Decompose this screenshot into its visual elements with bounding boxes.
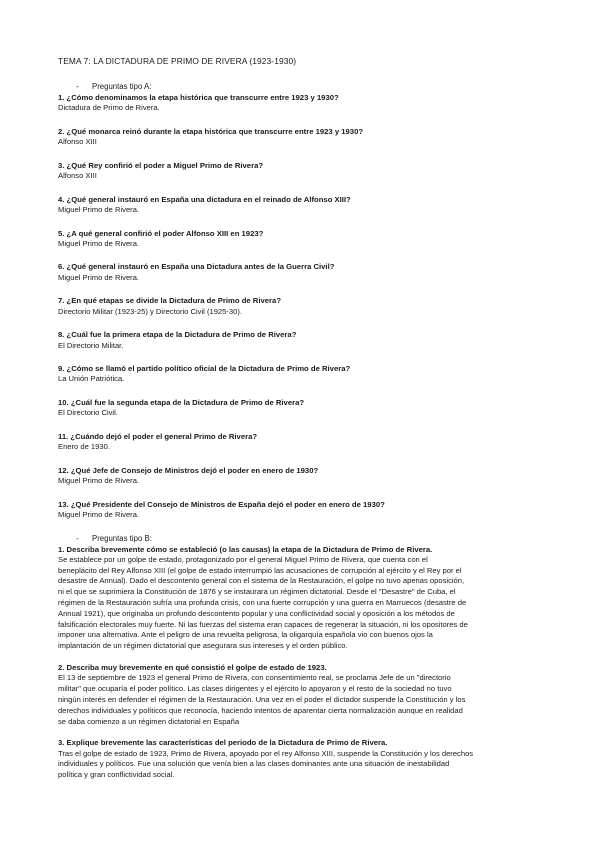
document-page <box>58 56 548 792</box>
question-block <box>58 364 548 385</box>
question-text: 13. ¿Qué Presidente del Consejo de Ministros de España dejó el poder en enero de 1930? <box>58 499 385 509</box>
answer-line: implantación de un régimen dictatorial que asegurara sus intereses y el orden público. <box>58 641 348 651</box>
section-b-label <box>76 533 548 544</box>
question-text: 1. Describa brevemente cómo se estableció (o las causas) la etapa de la Dictadura de Primo de Rivera. <box>58 544 433 554</box>
question-block <box>58 500 548 521</box>
questions-type-b <box>58 545 548 781</box>
section-a-label <box>76 82 548 92</box>
answer-text: Dictadura de Primo de Rivera. <box>58 103 160 113</box>
question-text: 11. ¿Cuándo dejó el poder el general Primo de Rivera? <box>58 431 258 441</box>
question-text: 5. ¿A qué general confirió el poder Alfonso XIII en 1923? <box>58 228 264 238</box>
answer-text: La Unión Patriótica. <box>58 374 125 384</box>
questions-type-a <box>58 93 548 520</box>
question-text: 10. ¿Cuál fue la segunda etapa de la Dictadura de Primo de Rivera? <box>58 398 305 408</box>
document-title: TEMA 7: LA DICTADURA DE PRIMO DE RIVERA (1923-1930) <box>58 56 297 66</box>
list-dash: - <box>76 82 79 91</box>
answer-line: régimen de la Restauración sufría una profunda crisis, con una fuerte corrupción y una guerra en Marruecos (desastre de <box>58 598 467 608</box>
section-a-text: Preguntas tipo A: <box>92 82 152 91</box>
answer-line: beneplácito del Rey Alfonso XIII (el golpe de estado interrumpió las acusaciones de corrupción al ejército y el Rey por el <box>58 565 462 575</box>
answer-line: desastre de Annual). Dado el descontento general con el sistema de la Restauración, el golpe no tuvo apenas oposición, <box>58 576 465 586</box>
answer-line: El 13 de septiembre de 1923 el general Primo de Rivera, con consentimiento real, se proclama Jefe de un "directorio <box>58 673 451 683</box>
answer-text: Alfonso XIII <box>58 137 97 147</box>
question-block <box>58 545 548 652</box>
question-block <box>58 93 548 114</box>
answer-line: imponer una alternativa. Ante el peligro de una revuelta peligrosa, la oligarquía española vio con buenos ojos la <box>58 630 433 640</box>
answer-line: derechos individuales y políticos que reconocía, haciendo intentos de aparentar cierta normalización aunque en realidad <box>58 705 463 715</box>
answer-line: militar" que ocuparía el poder político. Las clases dirigentes y el ejército lo apoyaron y el resto de la sociedad no tuvo <box>58 684 452 694</box>
question-block <box>58 738 548 781</box>
question-block <box>58 127 548 148</box>
answer-line: individuales y políticos. Fue una solución que venía bien a las clases dominantes ante una situación de inestabilidad <box>58 759 450 769</box>
answer-text: Miguel Primo de Rivera. <box>58 238 140 248</box>
answer-line: política y gran conflictividad social. <box>58 770 175 780</box>
question-block <box>58 195 548 216</box>
answer-line: Se establece por un golpe de estado, protagonizado por el general Miguel Primo de Rivera, que cuenta con el <box>58 554 428 564</box>
answer-line: ni el que se suprimiera la Constitución de 1876 y se instaurara un régimen dictatorial. Desde el "Desastre" de Cuba, el <box>58 587 456 597</box>
question-block <box>58 229 548 250</box>
question-text: 2. ¿Qué monarca reinó durante la etapa histórica que transcurre entre 1923 y 1930? <box>58 126 364 136</box>
question-text: 2. Describa muy brevemente en qué consistió el golpe de estado de 1923. <box>58 663 327 673</box>
question-text: 3. ¿Qué Rey confirió el poder a Miguel Primo de Rivera? <box>58 160 264 170</box>
section-b-text: Preguntas tipo B: <box>92 533 152 543</box>
answer-text: El Directorio Civil. <box>58 408 118 418</box>
question-block <box>58 398 548 419</box>
answer-text: Enero de 1930. <box>58 442 110 452</box>
answer-text: Directorio Militar (1923-25) y Directorio Civil (1925-30). <box>58 306 242 316</box>
question-text: 1. ¿Cómo denominamos la etapa histórica que transcurre entre 1923 y 1930? <box>58 93 339 102</box>
question-text: 6. ¿Qué general instauró en España una Dictadura antes de la Guerra Civil? <box>58 262 335 272</box>
question-block <box>58 432 548 453</box>
answer-line: se daba comienzo a un régimen dictatorial en España <box>58 716 240 726</box>
answer-line: Annual 1921), que originaba un profundo descontento popular y una conflictividad social y oposición a los métodos de <box>58 608 455 618</box>
answer-text: Miguel Primo de Rivera. <box>58 509 140 519</box>
question-text: 9. ¿Cómo se llamó el partido político oficial de la Dictadura de Primo de Rivera? <box>58 364 351 374</box>
question-block <box>58 161 548 182</box>
answer-line: ningún interés en defender el régimen de la Restauración. Una vez en el poder el dictador suspende la Constitución y los <box>58 694 466 704</box>
question-block <box>58 663 548 727</box>
answer-text: Miguel Primo de Rivera. <box>58 272 140 282</box>
question-text: 4. ¿Qué general instauró en España una dictadura en el reinado de Alfonso XIII? <box>58 194 351 204</box>
question-block <box>58 330 548 351</box>
answer-text: Miguel Primo de Rivera. <box>58 204 140 214</box>
answer-line: falsificación electorales muy fuerte. Ni las fuerzas del sistema eran capaces de regenerar la situación, ni los opositores de <box>58 619 468 629</box>
question-block <box>58 466 548 487</box>
question-text: 3. Explique brevemente las características del periodo de la Dictadura de Primo de Rivera. <box>58 738 388 748</box>
question-block <box>58 296 548 317</box>
answer-line: Tras el golpe de estado de 1923, Primo de Rivera, apoyado por el rey Alfonso XIII, suspende la Constitución y los derechos <box>58 748 474 758</box>
answer-text: Alfonso XIII <box>58 171 97 181</box>
question-text: 12. ¿Qué Jefe de Consejo de Ministros dejó el poder en enero de 1930? <box>58 465 319 475</box>
question-text: 8. ¿Cuál fue la primera etapa de la Dictadura de Primo de Rivera? <box>58 330 297 340</box>
answer-text: Miguel Primo de Rivera. <box>58 476 140 486</box>
list-dash: - <box>76 533 79 543</box>
answer-text: El Directorio Militar. <box>58 340 124 350</box>
question-text: 7. ¿En qué etapas se divide la Dictadura de Primo de Rivera? <box>58 296 282 306</box>
question-block <box>58 262 548 283</box>
